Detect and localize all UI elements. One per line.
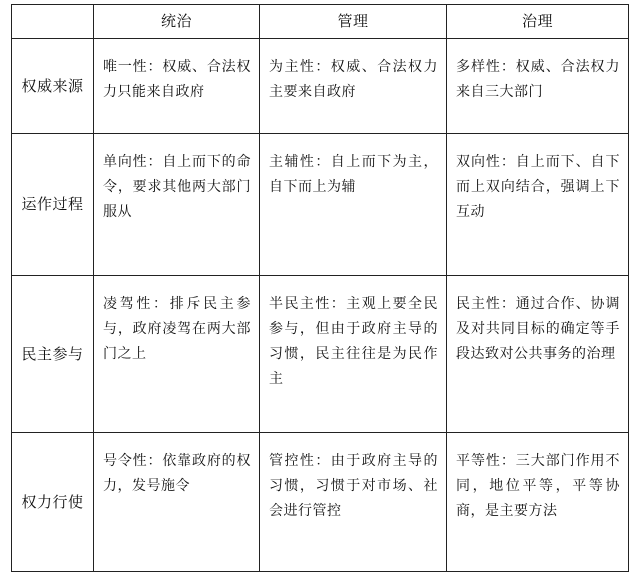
table-cell: 民主性：通过合作、协调及对共同目标的确定等手段达致对公共事务的治理 [447, 276, 629, 433]
row-header-power-exercise: 权力行使 [12, 433, 94, 572]
column-header-tongzhi: 统治 [94, 5, 260, 39]
table-cell: 凌驾性：排斥民主参与，政府凌驾在两大部门之上 [94, 276, 260, 433]
row-header-democratic-participation: 民主参与 [12, 276, 94, 433]
table-cell: 双向性：自上而下、自下而上双向结合，强调上下互动 [447, 134, 629, 276]
table-cell: 主辅性：自上而下为主，自下而上为辅 [260, 134, 447, 276]
table-cell: 管控性：由于政府主导的习惯，习惯于对市场、社会进行管控 [260, 433, 447, 572]
header-row [12, 5, 629, 39]
comparison-table [11, 4, 629, 572]
row-header-operation-process: 运作过程 [12, 134, 94, 276]
table-cell: 号令性：依靠政府的权力，发号施令 [94, 433, 260, 572]
table-cell: 多样性：权威、合法权力来自三大部门 [447, 39, 629, 134]
row-header-authority-source: 权威来源 [12, 39, 94, 134]
table-row [12, 39, 629, 134]
table-cell: 为主性：权威、合法权力主要来自政府 [260, 39, 447, 134]
table-row [12, 134, 629, 276]
table-cell: 半民主性：主观上要全民参与，但由于政府主导的习惯，民主往往是为民作主 [260, 276, 447, 433]
column-header-guanli: 管理 [260, 5, 447, 39]
table-cell: 平等性：三大部门作用不同，地位平等，平等协商，是主要方法 [447, 433, 629, 572]
table-row [12, 433, 629, 572]
table-row [12, 276, 629, 433]
column-header-zhili: 治理 [447, 5, 629, 39]
table-cell: 单向性：自上而下的命令，要求其他两大部门服从 [94, 134, 260, 276]
corner-cell [12, 5, 94, 39]
table-cell: 唯一性：权威、合法权力只能来自政府 [94, 39, 260, 134]
